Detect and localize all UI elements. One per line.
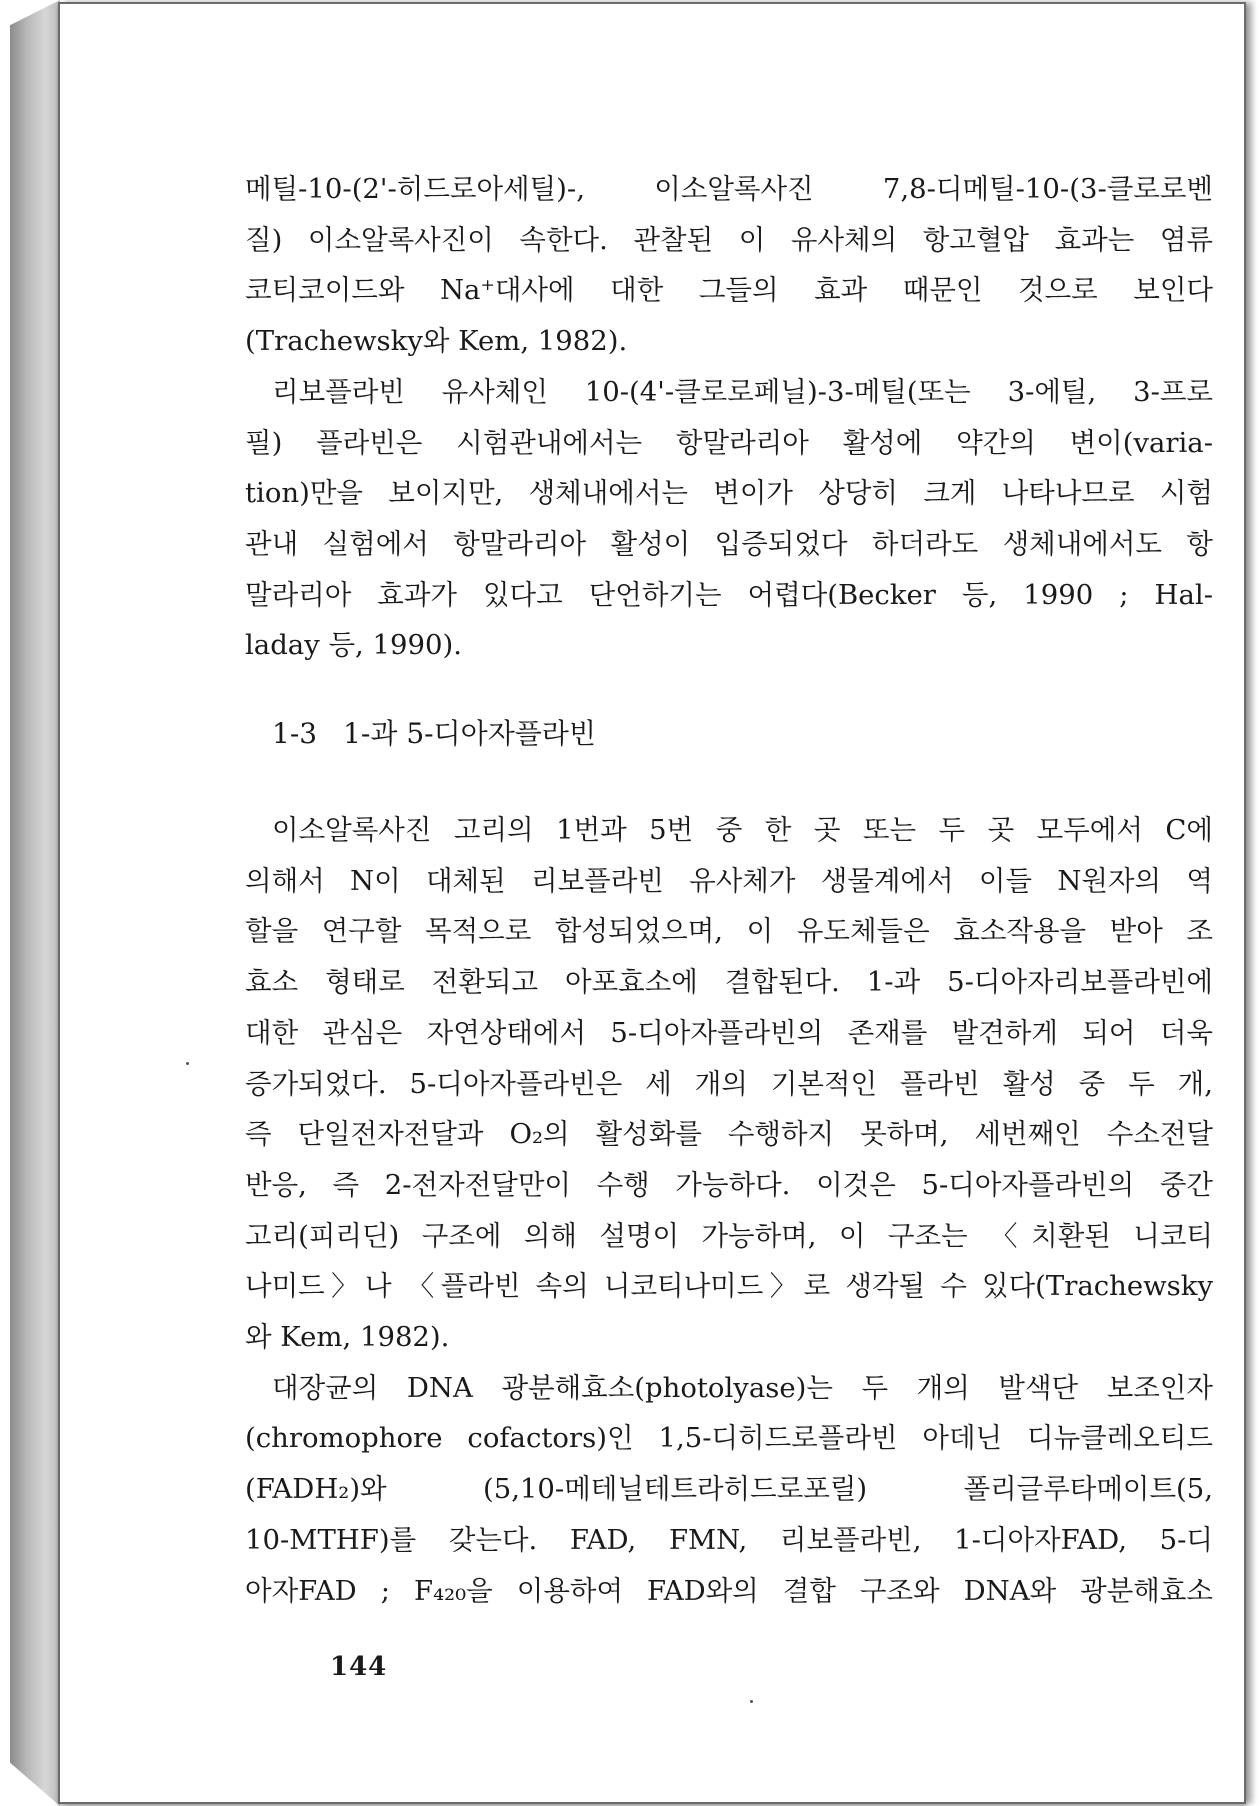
section-number: 1-3 (272, 717, 318, 751)
text-line: 코티코이드와 Na⁺대사에 대한 그들의 효과 때문인 것으로 보인다 (245, 274, 1213, 307)
section-heading (245, 709, 1213, 759)
scan-speck (186, 1062, 189, 1065)
text-line: (FADH₂)와 (5,10-메테닐테트라히드로포릴) 폴리글루타메이트(5, (245, 1473, 1213, 1506)
text-line: 대한 관심은 자연상태에서 5-디아자플라빈의 존재를 발견하게 되어 더욱 (245, 1016, 1213, 1049)
text-line: tion)만을 보이지만, 생체내에서는 변이가 상당히 크게 나타나므로 시험 (245, 477, 1213, 510)
body-text (245, 164, 1213, 1616)
book-page (58, 2, 1246, 1804)
text-line: 고리(피리딘) 구조에 의해 설명이 가능하며, 이 구조는 〈치환된 니코티 (245, 1219, 1213, 1252)
text-line: 리보플라빈 유사체인 10-(4'-클로로페닐)-3-메틸(또는 3-에틸, 3-프로 (272, 375, 1213, 408)
text-line: 이소알록사진 고리의 1번과 5번 중 한 곳 또는 두 곳 모두에서 C에 (272, 814, 1213, 847)
text-line: 와 Kem, 1982). (245, 1321, 450, 1354)
text-line: 말라리아 효과가 있다고 단언하기는 어렵다(Becker 등, 1990 ; Hal- (245, 578, 1213, 611)
paragraph-4 (245, 1363, 1213, 1617)
book-page-edges (10, 0, 60, 1806)
text-line: 나미드〉나 〈플라빈 속의 니코티나미드〉로 생각될 수 있다(Trachewsky (245, 1270, 1213, 1303)
text-line: laday 등, 1990). (245, 629, 462, 662)
text-line: 반응, 즉 2-전자전달만이 수행 가능하다. 이것은 5-디아자플라빈의 중간 (245, 1168, 1213, 1201)
text-line: 10-MTHF)를 갖는다. FAD, FMN, 리보플라빈, 1-디아자FAD, 5-디 (245, 1523, 1213, 1556)
text-line: 의해서 N이 대체된 리보플라빈 유사체가 생물계에서 이들 N원자의 역 (245, 864, 1213, 897)
paragraph-3 (245, 805, 1213, 1363)
paragraph-2 (245, 367, 1213, 671)
text-line: (Trachewsky와 Kem, 1982). (245, 325, 628, 358)
text-line: 증가되었다. 5-디아자플라빈은 세 개의 기본적인 플라빈 활성 중 두 개, (245, 1067, 1213, 1100)
text-line: 대장균의 DNA 광분해효소(photolyase)는 두 개의 발색단 보조인자 (272, 1371, 1213, 1404)
text-line: (chromophore cofactors)인 1,5-디히드로플라빈 아데닌 디뉴클레오티드 (245, 1422, 1213, 1455)
text-line: 즉 단일전자전달과 O₂의 활성화를 수행하지 못하며, 세번째인 수소전달 (245, 1118, 1213, 1151)
text-line: 관내 실험에서 항말라리아 활성이 입증되었다 하더라도 생체내에서도 항 (245, 527, 1213, 560)
text-line: 질) 이소알록사진이 속한다. 관찰된 이 유사체의 항고혈압 효과는 염류 (245, 223, 1213, 256)
page-number: 144 (330, 1652, 388, 1682)
section-title: 1-과 5-디아자플라빈 (343, 717, 596, 751)
scan-speck (750, 1700, 753, 1703)
text-line: 효소 형태로 전환되고 아포효소에 결합된다. 1-과 5-디아자리보플라빈에 (245, 966, 1213, 999)
paragraph-1 (245, 164, 1213, 367)
text-line: 아자FAD ; F₄₂₀을 이용하여 FAD와의 결합 구조와 DNA와 광분해효소 (245, 1574, 1213, 1607)
text-line: 메틸-10-(2'-히드로아세틸)-, 이소알록사진 7,8-디메틸-10-(3-클로로벤 (245, 173, 1213, 205)
text-line: 할을 연구할 목적으로 합성되었으며, 이 유도체들은 효소작용을 받아 조 (245, 915, 1213, 948)
text-line: 필) 플라빈은 시험관내에서는 항말라리아 활성에 약간의 변이(varia- (245, 426, 1213, 459)
